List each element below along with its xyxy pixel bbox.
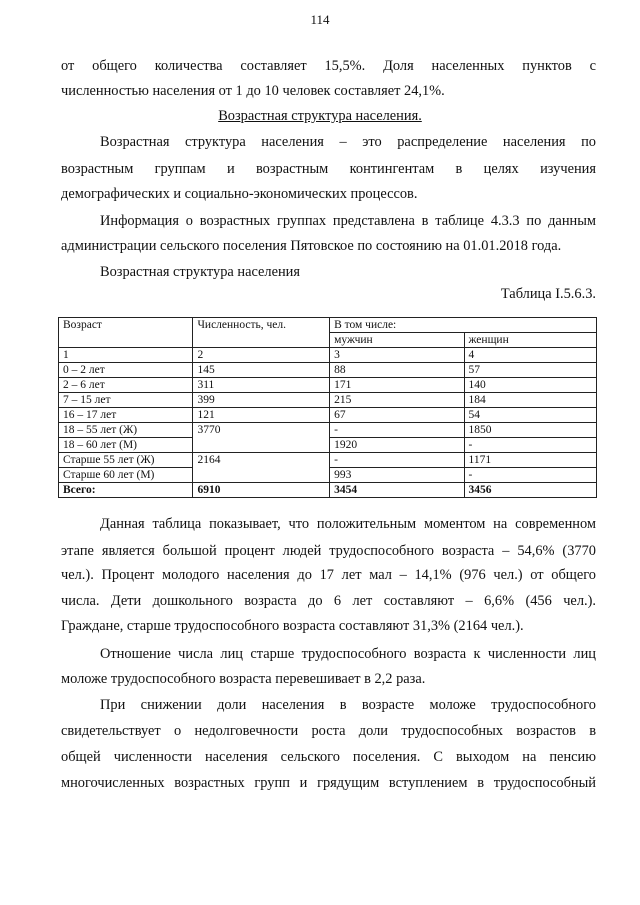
table-numbering-row [59, 348, 597, 363]
cell-count: 121 [193, 408, 330, 423]
cell-women: - [464, 438, 596, 453]
cell-age: Старше 60 лет (М) [59, 468, 193, 483]
intro-line-1: от общего количества составляет 15,5%. Доля населенных пунктов с [61, 58, 596, 74]
table-row [59, 363, 597, 378]
header-men: мужчин [330, 333, 464, 348]
table-header-row [59, 318, 597, 333]
conclusion-line-3: общей численности населения сельского поселения. С выходом на пенсию [61, 749, 596, 765]
cell-men: 171 [330, 378, 464, 393]
table-row [59, 453, 597, 468]
cell-men: - [330, 453, 464, 468]
conclusion-line-2: свидетельствует о недолговечности роста доли трудоспособных возрастов в [61, 723, 596, 739]
definition-line-3: демографических и социально-экономических процессов. [61, 186, 418, 202]
intro-line-2: численностью населения от 1 до 10 человек составляет 24,1%. [61, 83, 445, 99]
table-caption: Таблица I.5.6.3. [500, 286, 596, 302]
cell-total-women: 3456 [464, 483, 596, 498]
header-age: Возраст [59, 318, 193, 348]
age-structure-table [58, 317, 597, 498]
column-number: 1 [59, 348, 193, 363]
analysis-line-5: Граждане, старше трудоспособного возраста составляют 31,3% (2164 чел.). [61, 618, 524, 634]
conclusion-line-1: При снижении доли населения в возрасте моложе трудоспособного [100, 697, 596, 713]
definition-line-2: возрастным группам и возрастным контингентам в целях изучения [61, 161, 596, 177]
analysis-line-3: чел.). Процент молодого населения до 17 лет мал – 14,1% (976 чел.) от общего [61, 567, 596, 583]
cell-age: Старше 55 лет (Ж) [59, 453, 193, 468]
page-number: 114 [310, 12, 330, 27]
cell-age: 2 – 6 лет [59, 378, 193, 393]
table-title: Возрастная структура населения [100, 264, 301, 280]
header-women: женщин [464, 333, 596, 348]
cell-women: 184 [464, 393, 596, 408]
cell-count: 2164 [193, 453, 330, 483]
cell-women: 1171 [464, 453, 596, 468]
cell-total-men: 3454 [330, 483, 464, 498]
table-total-row [59, 483, 597, 498]
cell-count: 311 [193, 378, 330, 393]
cell-count: 399 [193, 393, 330, 408]
section-heading: Возрастная структура населения. [218, 108, 422, 124]
cell-men: 67 [330, 408, 464, 423]
cell-men: 993 [330, 468, 464, 483]
column-number: 2 [193, 348, 330, 363]
cell-men: 88 [330, 363, 464, 378]
cell-age: 7 – 15 лет [59, 393, 193, 408]
cell-men: 215 [330, 393, 464, 408]
info-line-2: администрации сельского поселения Пятовское по состоянию на 01.01.2018 года. [61, 238, 562, 254]
cell-age: 18 – 55 лет (Ж) [59, 423, 193, 438]
analysis-line-1: Данная таблица показывает, что положительным моментом на современном [100, 516, 596, 532]
cell-men: 1920 [330, 438, 464, 453]
table-row [59, 378, 597, 393]
analysis-line-4: числа. Дети дошкольного возраста до 6 лет составляют – 6,6% (456 чел.). [61, 593, 596, 609]
header-including: В том числе: [330, 318, 597, 333]
cell-men: - [330, 423, 464, 438]
cell-age: 16 – 17 лет [59, 408, 193, 423]
conclusion-line-4: многочисленных возрастных групп и грядущим вступлением в трудоспособный [61, 775, 596, 791]
definition-line-1: Возрастная структура населения – это распределение населения по [100, 134, 596, 150]
column-number: 4 [464, 348, 596, 363]
cell-total-label: Всего: [59, 483, 193, 498]
ratio-line-1: Отношение числа лиц старше трудоспособного возраста к численности лиц [100, 646, 596, 662]
cell-age: 0 – 2 лет [59, 363, 193, 378]
table-row [59, 408, 597, 423]
cell-women: 1850 [464, 423, 596, 438]
cell-women: 57 [464, 363, 596, 378]
cell-women: 54 [464, 408, 596, 423]
cell-count: 3770 [193, 423, 330, 453]
cell-total-count: 6910 [193, 483, 330, 498]
analysis-line-2: этапе является большой процент людей трудоспособного возраста – 54,6% (3770 [61, 543, 596, 559]
cell-age: 18 – 60 лет (М) [59, 438, 193, 453]
info-line-1: Информация о возрастных группах представлена в таблице 4.3.3 по данным [100, 213, 596, 229]
header-count: Численность, чел. [193, 318, 330, 348]
column-number: 3 [330, 348, 464, 363]
cell-women: 140 [464, 378, 596, 393]
ratio-line-2: моложе трудоспособного возраста перевешивает в 2,2 раза. [61, 671, 426, 687]
table-row [59, 423, 597, 438]
table-row [59, 393, 597, 408]
cell-women: - [464, 468, 596, 483]
cell-count: 145 [193, 363, 330, 378]
